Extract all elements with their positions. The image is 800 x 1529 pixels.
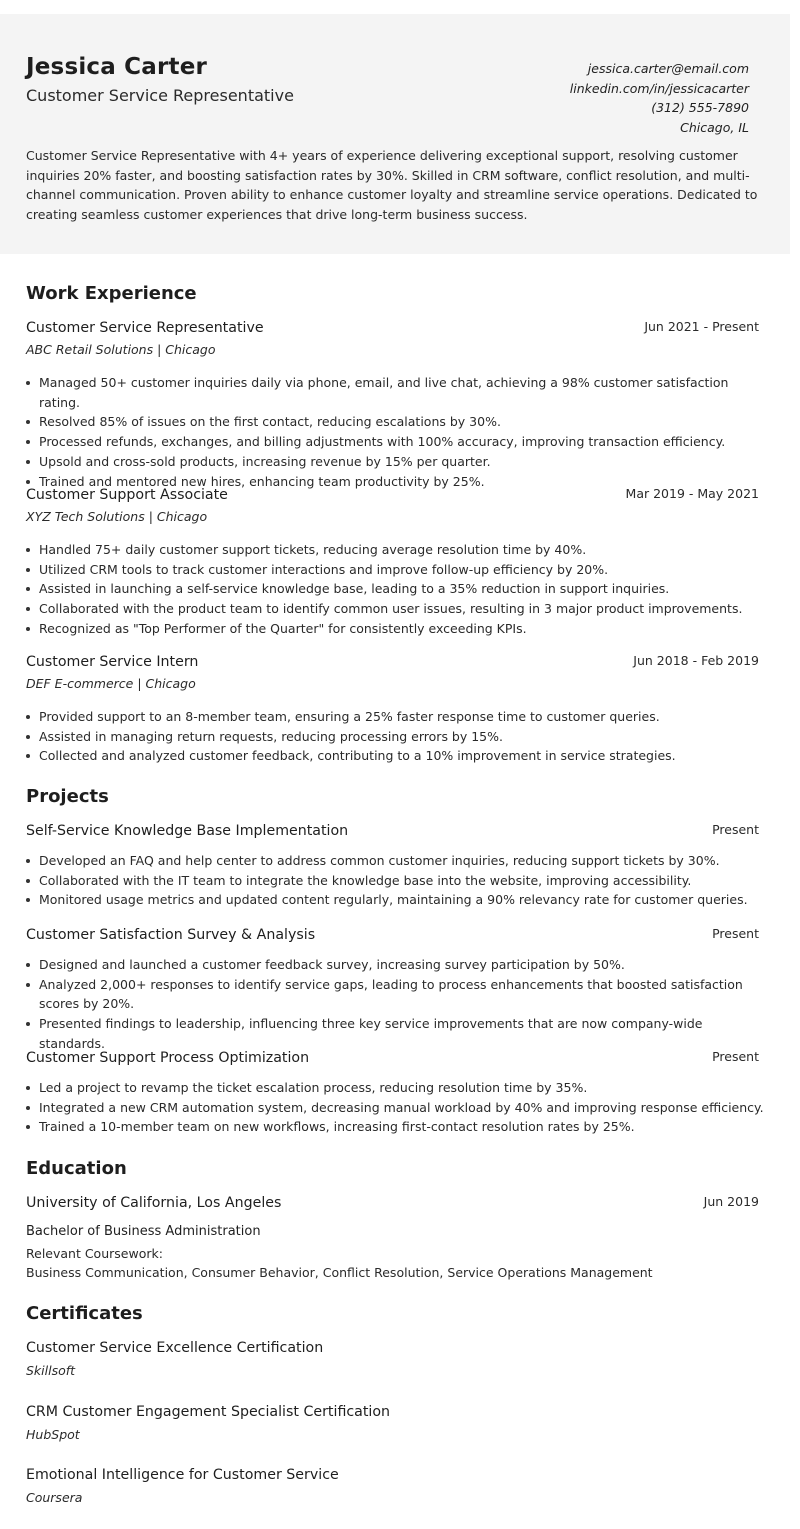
education-date: Jun 2019: [703, 1194, 759, 1209]
job-date: Jun 2021 - Present: [644, 319, 759, 334]
list-item: Collaborated with the product team to identify common user issues, resulting in 3 major product improvements.: [26, 599, 766, 619]
project-title: Customer Satisfaction Survey & Analysis: [26, 927, 316, 943]
contact-block: [570, 59, 749, 137]
job-company: ABC Retail Solutions | Chicago: [26, 342, 216, 357]
project-date: Present: [712, 926, 759, 941]
list-item: Developed an FAQ and help center to address common customer inquiries, reducing support tickets by 30%.: [26, 851, 766, 871]
list-item: Monitored usage metrics and updated content regularly, maintaining a 90% relevancy rate for customer queries.: [26, 890, 766, 910]
list-item: Collaborated with the IT team to integrate the knowledge base into the website, improving accessibility.: [26, 871, 766, 891]
candidate-headline: Customer Service Representative: [26, 86, 294, 105]
list-item: Trained and mentored new hires, enhancing team productivity by 25%.: [26, 472, 766, 492]
school-name: University of California, Los Angeles: [26, 1195, 282, 1211]
section-title-certificates: Certificates: [26, 1303, 143, 1324]
job-company: DEF E-commerce | Chicago: [26, 676, 196, 691]
list-item: Utilized CRM tools to track customer interactions and improve follow-up efficiency by 20%.: [26, 560, 766, 580]
project-date: Present: [712, 822, 759, 837]
list-item: Trained a 10-member team on new workflows, increasing first-contact resolution rates by 25%.: [26, 1117, 766, 1137]
job-date: Mar 2019 - May 2021: [625, 486, 759, 501]
job-date: Jun 2018 - Feb 2019: [633, 653, 759, 668]
certificate-name: Emotional Intelligence for Customer Service: [26, 1467, 339, 1483]
contact-linkedin[interactable]: linkedin.com/in/jessicacarter: [569, 80, 749, 96]
project-title: Customer Support Process Optimization: [26, 1050, 310, 1066]
job-title: Customer Support Associate: [26, 487, 228, 503]
profile-summary: Customer Service Representative with 4+ years of experience delivering exceptional support, resolving customer inquiries 20% faster, and boosting satisfaction rates by 30%. Skilled in CRM software, conflict resolution, and multi-channel communication. Proven ability to enhance customer loyalty and streamline service operations. Dedicated to creating seamless customer experiences that drive long-term business success.: [26, 148, 758, 223]
list-item: Designed and launched a customer feedback survey, increasing survey participation by 50%.: [26, 955, 766, 975]
list-item: Managed 50+ customer inquiries daily via phone, email, and live chat, achieving a 98% customer satisfaction rating.: [26, 373, 766, 412]
job-bullets: [26, 373, 766, 491]
header-panel: [0, 14, 790, 254]
coursework-list: Business Communication, Consumer Behavior, Conflict Resolution, Service Operations Management: [26, 1265, 653, 1280]
job-title: Customer Service Representative: [26, 320, 264, 336]
section-title-education: Education: [26, 1158, 127, 1179]
project-bullets: [26, 851, 766, 910]
project-bullets: [26, 955, 766, 1054]
candidate-name: Jessica Carter: [26, 54, 208, 80]
degree: Bachelor of Business Administration: [26, 1224, 261, 1239]
coursework-label: Relevant Coursework:: [26, 1246, 163, 1261]
list-item: Presented findings to leadership, influencing three key service improvements that are now company-wide standards.: [26, 1014, 766, 1053]
certificate-name: Customer Service Excellence Certification: [26, 1340, 324, 1356]
list-item: Analyzed 2,000+ responses to identify service gaps, leading to process enhancements that boosted satisfaction scores by 20%.: [26, 975, 766, 1014]
list-item: Led a project to revamp the ticket escalation process, reducing resolution time by 35%.: [26, 1078, 766, 1098]
job-bullets: [26, 540, 766, 639]
list-item: Collected and analyzed customer feedback, contributing to a 10% improvement in service strategies.: [26, 746, 766, 766]
list-item: Assisted in managing return requests, reducing processing errors by 15%.: [26, 727, 766, 747]
job-title: Customer Service Intern: [26, 654, 199, 670]
contact-location: Chicago, IL: [680, 119, 749, 135]
list-item: Upsold and cross-sold products, increasing revenue by 15% per quarter.: [26, 452, 766, 472]
certificate-issuer: HubSpot: [26, 1427, 80, 1442]
certificate-issuer: Skillsoft: [26, 1363, 76, 1378]
list-item: Integrated a new CRM automation system, decreasing manual workload by 40% and improving response efficiency.: [26, 1098, 766, 1118]
list-item: Handled 75+ daily customer support tickets, reducing average resolution time by 40%.: [26, 540, 766, 560]
contact-email[interactable]: jessica.carter@email.com: [587, 61, 749, 76]
section-title-projects: Projects: [26, 786, 109, 807]
job-bullets: [26, 707, 766, 766]
list-item: Resolved 85% of issues on the first contact, reducing escalations by 30%.: [26, 412, 766, 432]
list-item: Recognized as "Top Performer of the Quarter" for consistently exceeding KPIs.: [26, 619, 766, 639]
certificate-issuer: Coursera: [26, 1490, 83, 1505]
contact-phone: (312) 555-7890: [651, 100, 749, 115]
list-item: Provided support to an 8-member team, ensuring a 25% faster response time to customer queries.: [26, 707, 766, 727]
list-item: Processed refunds, exchanges, and billing adjustments with 100% accuracy, improving transaction efficiency.: [26, 432, 766, 452]
project-bullets: [26, 1078, 766, 1137]
job-company: XYZ Tech Solutions | Chicago: [26, 509, 208, 524]
list-item: Assisted in launching a self-service knowledge base, leading to a 35% reduction in support inquiries.: [26, 579, 766, 599]
project-title: Self-Service Knowledge Base Implementation: [26, 823, 349, 839]
section-title-work: Work Experience: [26, 283, 197, 304]
project-date: Present: [712, 1049, 759, 1064]
certificate-name: CRM Customer Engagement Specialist Certification: [26, 1404, 391, 1420]
